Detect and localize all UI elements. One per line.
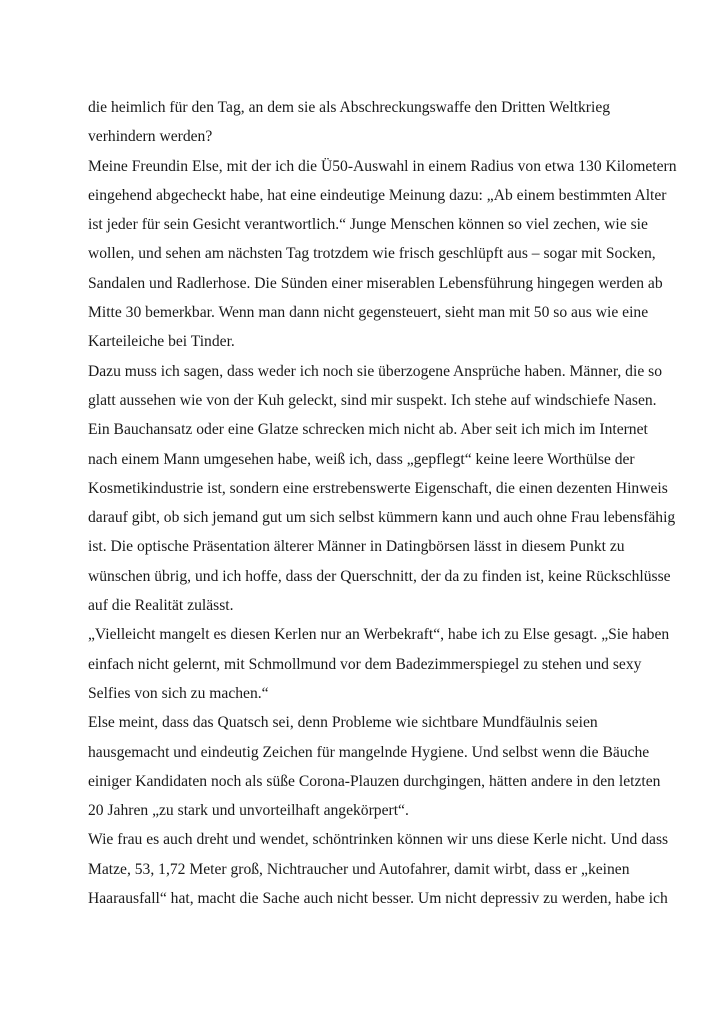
text-line: einfach nicht gelernt, mit Schmollmund vor dem Badezimmerspiegel zu stehen und sexy	[88, 655, 642, 673]
text-line: verhindern werden?	[88, 128, 213, 146]
text-line: ist jeder für sein Gesicht verantwortlich.“ Junge Menschen können so viel zechen, wie sie	[88, 216, 648, 234]
text-line: glatt aussehen wie von der Kuh geleckt, sind mir suspekt. Ich stehe auf windschiefe Nasen.	[88, 391, 657, 409]
text-line: darauf gibt, ob sich jemand gut um sich selbst kümmern kann und auch ohne Frau lebensfähig	[88, 509, 676, 527]
text-line: nach einem Mann umgesehen habe, weiß ich, dass „gepflegt“ keine leere Worthülse der	[88, 450, 635, 468]
text-line: die heimlich für den Tag, an dem sie als Abschreckungswaffe den Dritten Weltkrieg	[88, 99, 611, 116]
text-line: wünschen übrig, und ich hoffe, dass der Querschnitt, der da zu finden ist, keine Rückschlüsse	[88, 567, 671, 585]
text-line: Karteileiche bei Tinder.	[88, 333, 235, 351]
text-line: eingehend abgecheckt habe, hat eine eindeutige Meinung dazu: „Ab einem bestimmten Alter	[88, 186, 667, 204]
text-line: hausgemacht und eindeutig Zeichen für mangelnde Hygiene. Und selbst wenn die Bäuche	[88, 743, 650, 761]
text-line: Meine Freundin Else, mit der ich die Ü50-Auswahl in einem Radius von etwa 130 Kilometern	[88, 157, 677, 175]
text-line: Dazu muss ich sagen, dass weder ich noch sie überzogene Ansprüche haben. Männer, die so	[88, 362, 662, 380]
text-line: auf die Realität zulässt.	[88, 597, 234, 615]
text-line: Matze, 53, 1,72 Meter groß, Nichtraucher und Autofahrer, damit wirbt, dass er „keinen	[88, 860, 630, 878]
text-line: Kosmetikindustrie ist, sondern eine erstrebenswerte Eigenschaft, die einen dezenten Hinweis	[88, 479, 668, 497]
text-line: „Vielleicht mangelt es diesen Kerlen nur an Werbekraft“, habe ich zu Else gesagt. „Sie haben	[88, 626, 670, 644]
text-line: wollen, und sehen am nächsten Tag trotzdem wie frisch geschlüpft aus – sogar mit Socken,	[88, 245, 656, 263]
text-line: Haarausfall“ hat, macht die Sache auch nicht besser. Um nicht depressiv zu werden, habe ich	[88, 890, 668, 908]
text-line: Mitte 30 bemerkbar. Wenn man dann nicht gegensteuert, sieht man mit 50 so aus wie eine	[88, 304, 649, 322]
text-line: 20 Jahren „zu stark und unvorteilhaft angekörpert“.	[88, 802, 409, 820]
text-line: Wie frau es auch dreht und wendet, schöntrinken können wir uns diese Kerle nicht. Und dass	[88, 831, 669, 849]
body-text	[88, 93, 677, 913]
text-line: Sandalen und Radlerhose. Die Sünden einer miserablen Lebensführung hingegen werden ab	[88, 274, 663, 292]
text-line: Selfies von sich zu machen.“	[88, 684, 269, 702]
text-line: ist. Die optische Präsentation älterer Männer in Datingbörsen lässt in diesem Punkt zu	[88, 538, 625, 556]
text-line: Ein Bauchansatz oder eine Glatze schrecken mich nicht ab. Aber seit ich mich im Internet	[88, 421, 648, 439]
text-line: einiger Kandidaten noch als süße Corona-Plauzen durchgingen, hätten andere in den letzten	[88, 772, 661, 790]
text-line: Else meint, dass das Quatsch sei, denn Probleme wie sichtbare Mundfäulnis seien	[88, 714, 598, 732]
